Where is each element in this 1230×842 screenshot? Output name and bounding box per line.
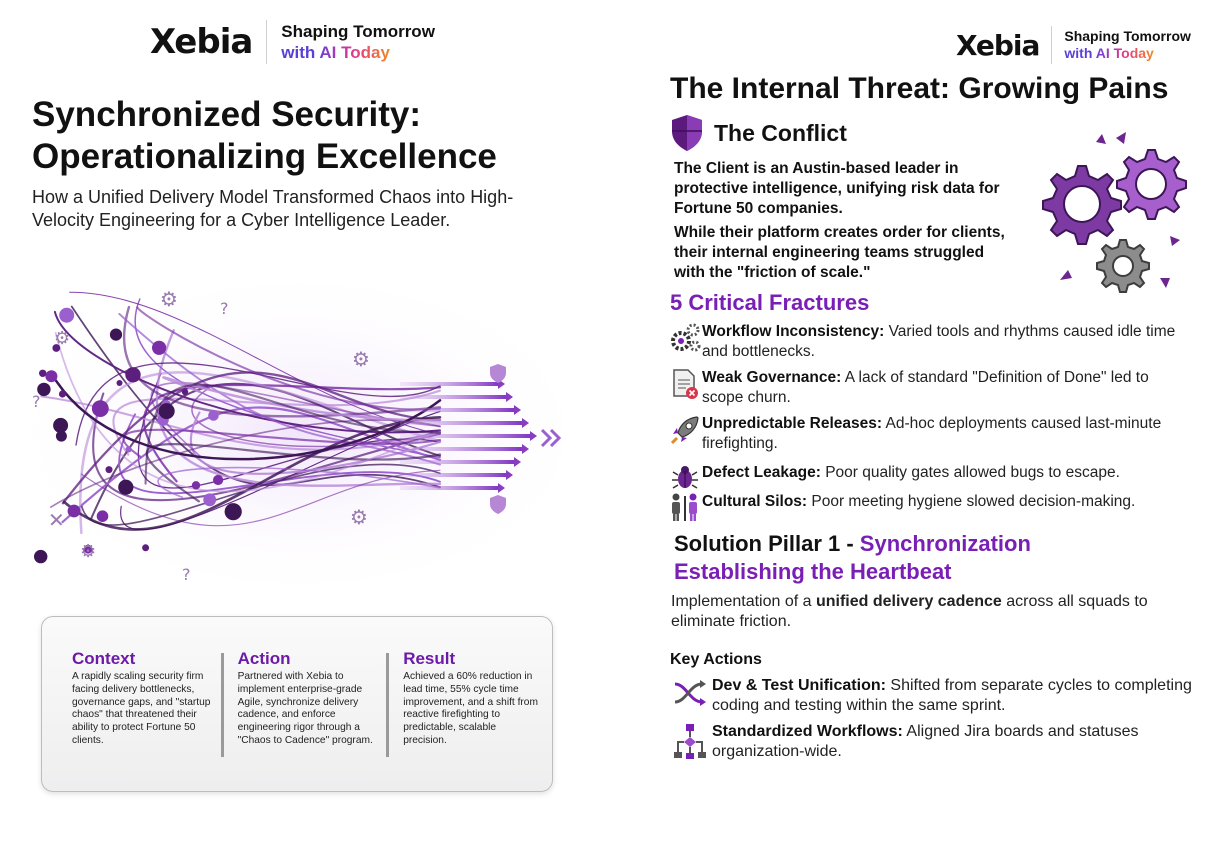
gear-icon: ⚙ bbox=[352, 347, 370, 371]
network-node bbox=[92, 400, 109, 417]
key-action-text: Shifted from separate cycles to completing coding and testing within the same sprint. bbox=[712, 677, 1192, 714]
network-node bbox=[118, 480, 133, 495]
pillar-description bbox=[671, 592, 1191, 632]
broken-gears-icon bbox=[1020, 128, 1198, 300]
key-action-label: Standardized Workflows: bbox=[712, 723, 903, 740]
question-icon: ? bbox=[220, 299, 229, 318]
fractures-heading: 5 Critical Fractures bbox=[670, 290, 870, 315]
summary-text: Partnered with Xebia to implement enterprise-grade Agile, synchronize delivery cadence, and enforce engineering rigor through a "Chaos to Cadence" program. bbox=[237, 671, 373, 746]
tagline-with: with bbox=[1064, 45, 1096, 61]
network-node bbox=[68, 505, 81, 518]
network-node bbox=[106, 466, 113, 473]
conflict-paragraph: The Client is an Austin-based leader in protective intelligence, unifying risk data for Fortune 50 companies. bbox=[674, 160, 1000, 217]
pillar-name: Synchronization bbox=[859, 531, 1031, 556]
brand-divider bbox=[1051, 26, 1052, 64]
gear-icon: ⚙ bbox=[54, 328, 71, 349]
summary-context bbox=[72, 649, 211, 791]
tagline-line2 bbox=[1064, 45, 1191, 62]
network-node bbox=[213, 475, 223, 485]
summary-card bbox=[41, 616, 553, 792]
fracture-label: Defect Leakage: bbox=[702, 464, 821, 481]
chaos-to-cadence-illustration bbox=[0, 262, 600, 607]
fracture-label: Workflow Inconsistency: bbox=[702, 323, 885, 340]
document-error-icon bbox=[670, 368, 700, 400]
pillar-prefix: Solution Pillar 1 - bbox=[674, 531, 860, 556]
fracture-text: Poor meeting hygiene slowed decision-making. bbox=[807, 493, 1136, 510]
brand-tagline bbox=[281, 21, 435, 63]
shield-icon bbox=[670, 114, 704, 152]
list-item bbox=[668, 463, 1188, 495]
data-beam bbox=[400, 434, 530, 438]
summary-text: Achieved a 60% reduction in lead time, 55% cycle time improvement, and a shift from reactive firefighting to predictable, scalable precision. bbox=[403, 671, 538, 746]
network-node bbox=[126, 446, 132, 452]
data-beam bbox=[400, 382, 498, 386]
list-item bbox=[672, 722, 1192, 762]
network-node bbox=[110, 329, 122, 341]
fracture-label: Cultural Silos: bbox=[702, 493, 808, 510]
network-node bbox=[45, 370, 57, 382]
pillar-subheading: Establishing the Heartbeat bbox=[674, 559, 952, 584]
fracture-text: Varied tools and rhythms caused idle time and bottlenecks. bbox=[702, 323, 1176, 360]
summary-result bbox=[403, 649, 542, 791]
page-title: Synchronized Security: Operationalizing Excellence bbox=[32, 95, 497, 176]
brand-tagline bbox=[1064, 28, 1191, 62]
data-beam bbox=[400, 486, 498, 490]
network-node bbox=[53, 418, 68, 433]
brand-header-right bbox=[956, 26, 1191, 64]
bug-icon bbox=[671, 463, 699, 491]
network-node bbox=[159, 403, 175, 419]
tagline-ai: AI Today bbox=[319, 43, 390, 62]
summary-heading: Context bbox=[72, 649, 136, 668]
conflict-title: The Conflict bbox=[714, 119, 847, 146]
list-item bbox=[672, 676, 1192, 716]
people-icon bbox=[669, 492, 701, 522]
tagline-line1: Shaping Tomorrow bbox=[1064, 28, 1191, 44]
gear-icon: ⚙ bbox=[350, 505, 368, 529]
merge-arrows-icon bbox=[672, 676, 708, 710]
list-item bbox=[668, 414, 1188, 454]
summary-text: A rapidly scaling security firm facing delivery bottlenecks, governance gaps, and "startup chaos" that threatened their ability to protect Fortune 50 clients. bbox=[72, 671, 211, 746]
rocket-icon bbox=[669, 414, 701, 446]
network-node bbox=[203, 493, 216, 506]
tagline-line1: Shaping Tomorrow bbox=[281, 22, 435, 41]
data-beam bbox=[400, 460, 514, 464]
network-node bbox=[142, 544, 149, 551]
key-actions-heading: Key Actions bbox=[670, 651, 762, 668]
tagline-line2 bbox=[281, 42, 435, 63]
summary-heading: Result bbox=[403, 649, 456, 668]
tagline-ai: AI Today bbox=[1095, 45, 1154, 61]
page-subtitle: How a Unified Delivery Model Transformed Chaos into High-Velocity Engineering for a Cyber Intelligence Leader. bbox=[32, 187, 514, 230]
question-icon: ? bbox=[32, 392, 41, 411]
key-action-text: Aligned Jira boards and statuses organization-wide. bbox=[712, 723, 1139, 760]
solution-pillar-heading bbox=[674, 530, 1031, 586]
brand-divider bbox=[266, 20, 267, 64]
list-item bbox=[668, 368, 1188, 408]
data-beam bbox=[400, 395, 506, 399]
list-item bbox=[668, 322, 1188, 362]
conflict-paragraph: While their platform creates order for clients, their internal engineering teams struggled with the "friction of scale." bbox=[674, 224, 1005, 281]
gears-icon bbox=[669, 322, 701, 354]
data-beam bbox=[400, 447, 522, 451]
gear-icon: ⚙ bbox=[160, 287, 178, 311]
data-beam bbox=[400, 408, 514, 412]
xebia-logo: Xebia bbox=[956, 28, 1040, 62]
fracture-text: A lack of standard "Definition of Done" led to scope churn. bbox=[702, 369, 1149, 406]
gear-icon: ⚙ bbox=[80, 541, 97, 562]
workflow-icon bbox=[672, 722, 708, 760]
network-node bbox=[225, 503, 242, 520]
question-icon: ? bbox=[182, 565, 191, 584]
fracture-text: Ad-hoc deployments caused last-minute firefighting. bbox=[702, 415, 1162, 452]
network-node bbox=[208, 410, 219, 421]
network-node bbox=[59, 308, 74, 323]
list-item bbox=[668, 492, 1188, 524]
network-node bbox=[152, 341, 166, 355]
pillar-desc-pre: Implementation of a bbox=[671, 593, 816, 610]
brand-header-left bbox=[150, 20, 435, 64]
tagline-with: with bbox=[281, 43, 320, 62]
summary-heading: Action bbox=[237, 649, 291, 668]
fracture-label: Weak Governance: bbox=[702, 369, 842, 386]
tools-icon: ✕ bbox=[48, 508, 65, 532]
network-node bbox=[97, 510, 109, 522]
summary-action bbox=[238, 649, 377, 791]
fracture-text: Poor quality gates allowed bugs to escape. bbox=[820, 464, 1120, 481]
network-node bbox=[192, 481, 200, 489]
network-node bbox=[182, 389, 188, 395]
pillar-desc-bold: unified delivery cadence bbox=[815, 593, 1002, 610]
data-beam bbox=[400, 473, 506, 477]
data-beam bbox=[400, 421, 522, 425]
network-node bbox=[39, 370, 46, 377]
xebia-logo: Xebia bbox=[150, 22, 253, 62]
summary-divider bbox=[386, 653, 389, 757]
network-node bbox=[117, 380, 123, 386]
network-node bbox=[59, 390, 66, 397]
fracture-label: Unpredictable Releases: bbox=[702, 415, 883, 432]
pillar-desc-post: across all squads to eliminate friction. bbox=[671, 593, 1148, 630]
section-title: The Internal Threat: Growing Pains bbox=[670, 72, 1169, 105]
conflict-heading bbox=[670, 114, 847, 152]
network-node bbox=[125, 367, 140, 382]
key-action-label: Dev & Test Unification: bbox=[712, 677, 886, 694]
summary-divider bbox=[221, 653, 224, 757]
network-node bbox=[34, 550, 47, 563]
